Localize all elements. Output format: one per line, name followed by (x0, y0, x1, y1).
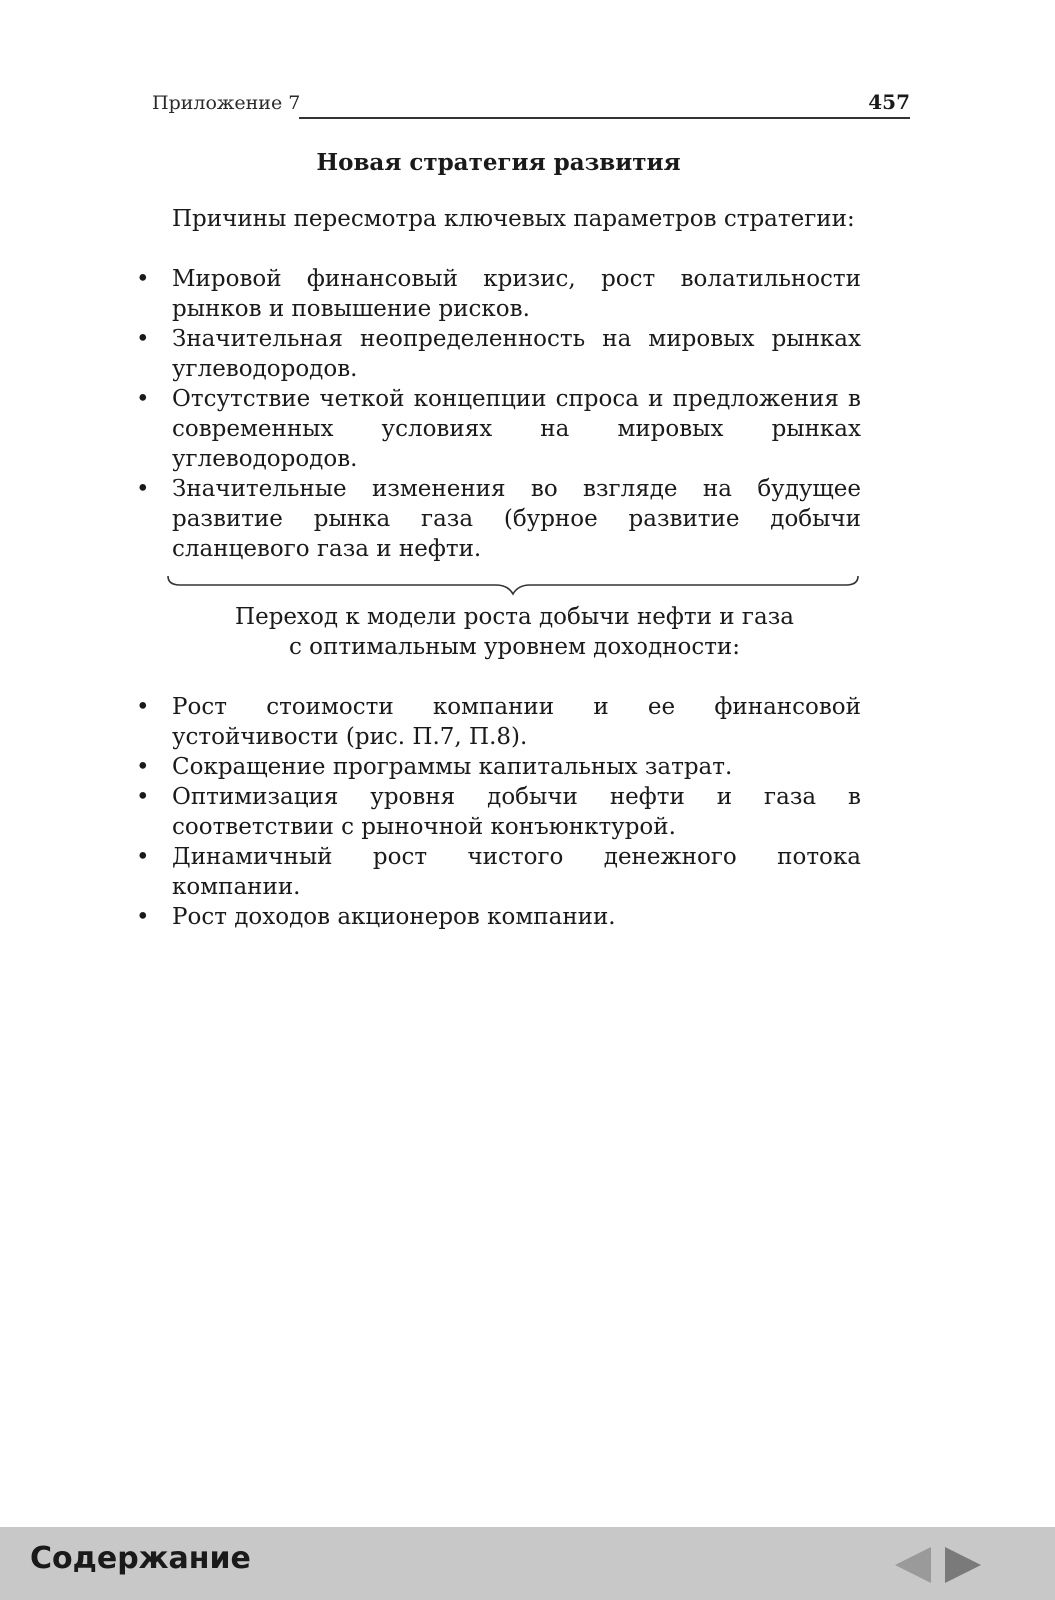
transition-statement (136, 602, 861, 662)
bullet-icon: • (136, 694, 150, 720)
bullet-icon: • (136, 754, 150, 780)
previous-page-button[interactable] (893, 1545, 933, 1585)
list-item-text: Рост доходов акционеров компании. (172, 904, 616, 930)
arrow-right-icon (943, 1545, 983, 1585)
transition-line-2: с оптимальным уровнем доходности: (288, 634, 741, 660)
outcomes-list (136, 692, 861, 932)
list-item-text: Отсутствие четкой концепции спроса и предложения в современных условиях на мировых рынках углеводородов. (172, 386, 861, 472)
list-item (136, 692, 861, 752)
reasons-lead: Причины пересмотра ключевых параметров стратегии: (172, 206, 855, 232)
reasons-list (136, 264, 861, 564)
list-item (136, 752, 861, 782)
list-item (136, 842, 861, 902)
list-item-text: Значительные изменения во взгляде на будущее развитие рынка газа (бурное развитие добычи сланцевого газа и нефти. (172, 476, 861, 562)
list-item (136, 324, 861, 384)
header-section-name: Приложение 7 (152, 92, 301, 114)
page-number: 457 (868, 90, 910, 114)
list-item-text: Динамичный рост чистого денежного потока компании. (172, 844, 861, 900)
arrow-left-icon (893, 1545, 933, 1585)
page-content (136, 146, 861, 932)
list-item-text: Значительная неопределенность на мировых рынках углеводородов. (172, 326, 861, 382)
bullet-icon: • (136, 386, 150, 412)
list-item (136, 474, 861, 564)
header-rule (299, 117, 910, 119)
list-item-text: Рост стоимости компании и ее финансовой устойчивости (рис. П.7, П.8). (172, 694, 861, 750)
list-item (136, 902, 861, 932)
list-item-text: Оптимизация уровня добычи нефти и газа в соответствии с рыночной конъюнктурой. (172, 784, 861, 840)
bullet-icon: • (136, 904, 150, 930)
page-title: Новая стратегия развития (316, 149, 681, 176)
bullet-icon: • (136, 844, 150, 870)
running-header (152, 90, 910, 120)
list-item-text: Мировой финансовый кризис, рост волатильности рынков и повышение рисков. (172, 266, 861, 322)
underbrace-icon (166, 574, 861, 596)
bottom-nav-bar (0, 1527, 1055, 1600)
table-of-contents-link[interactable]: Содержание (30, 1541, 251, 1576)
list-item-text: Сокращение программы капитальных затрат. (172, 754, 733, 780)
bullet-icon: • (136, 266, 150, 292)
list-item (136, 264, 861, 324)
bullet-icon: • (136, 476, 150, 502)
list-item (136, 782, 861, 842)
bullet-icon: • (136, 326, 150, 352)
next-page-button[interactable] (943, 1545, 983, 1585)
transition-line-1: Переход к модели роста добычи нефти и газа (235, 604, 794, 630)
bullet-icon: • (136, 784, 150, 810)
list-item (136, 384, 861, 474)
